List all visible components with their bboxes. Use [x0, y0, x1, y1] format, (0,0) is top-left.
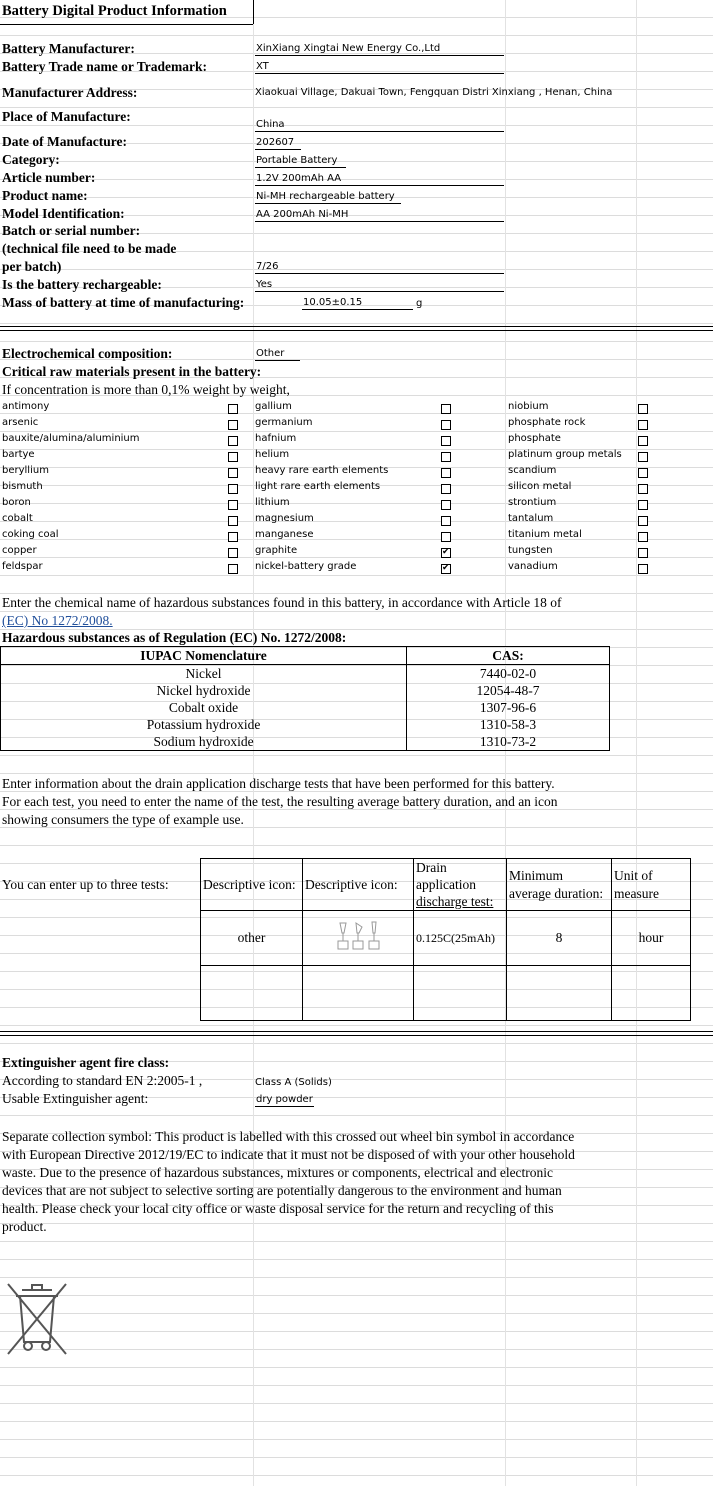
material-label: scandium [508, 465, 557, 476]
manufacturer-label: Battery Manufacturer: [2, 41, 135, 56]
checkbox-icon[interactable] [441, 420, 451, 430]
material-label: germanium [255, 417, 313, 428]
checkbox-icon[interactable] [228, 436, 238, 446]
regulation-link[interactable]: (EC) No 1272/2008. [2, 613, 113, 628]
checkbox-icon[interactable] [638, 500, 648, 510]
checkbox-icon[interactable] [441, 500, 451, 510]
hazardous-heading: Hazardous substances as of Regulation (EC) No. 1272/2008: [2, 630, 347, 645]
checkbox-icon[interactable] [441, 436, 451, 446]
checkbox-icon[interactable] [441, 452, 451, 462]
checkbox-icon[interactable] [228, 484, 238, 494]
checkbox-icon[interactable] [441, 548, 451, 558]
checkbox-icon[interactable] [441, 404, 451, 414]
material-label: lithium [255, 497, 290, 508]
checkbox-icon[interactable] [441, 468, 451, 478]
drain-test-table [200, 858, 691, 1021]
checkbox-icon[interactable] [638, 436, 648, 446]
material-label: magnesium [255, 513, 314, 524]
section-divider [0, 1035, 713, 1036]
mass-value: 10.05±0.15 [302, 297, 413, 310]
empty-cell [201, 966, 303, 1021]
empty-cell [612, 966, 691, 1021]
material-label: copper [2, 545, 37, 556]
title-divider [0, 24, 253, 25]
table-row [1, 665, 610, 683]
test-drain-value: 0.125C(25mAh) [414, 911, 507, 966]
material-label: heavy rare earth elements [255, 465, 389, 476]
device-illustration-icon [328, 919, 388, 953]
drain-header-line: Drain [416, 860, 447, 875]
checkbox-icon[interactable] [228, 404, 238, 414]
address-label: Manufacturer Address: [2, 85, 138, 100]
material-label: cobalt [2, 513, 33, 524]
cas-cell: 1310-58-3 [407, 716, 610, 733]
section-divider [0, 326, 713, 327]
checkbox-icon[interactable] [638, 468, 648, 478]
material-label: bauxite/alumina/aluminium [2, 433, 140, 444]
checkbox-icon[interactable] [228, 564, 238, 574]
unit-header-line: Unit of [614, 867, 653, 883]
table-header-row [1, 647, 610, 665]
collection-line: health. Please check your local city office or waste disposal service for the return and recycling of this [2, 1201, 554, 1216]
product-value: Ni-MH rechargeable battery [255, 191, 401, 204]
model-value: AA 200mAh Ni-MH [255, 209, 504, 222]
composition-value: Other [255, 348, 300, 361]
material-label: boron [2, 497, 31, 508]
iupac-cell: Nickel hydroxide [1, 682, 407, 699]
material-label: gallium [255, 401, 292, 412]
checkbox-icon[interactable] [441, 516, 451, 526]
agent-label: Usable Extinguisher agent: [2, 1091, 149, 1106]
test-min-value: 8 [507, 911, 612, 966]
model-label: Model Identification: [2, 206, 125, 221]
cas-cell: 1307-96-6 [407, 699, 610, 716]
drain-header-line: application [416, 877, 476, 892]
concentration-note: If concentration is more than 0,1% weight by weight, [2, 382, 290, 397]
test-unit-value: hour [612, 911, 691, 966]
empty-cell [414, 966, 507, 1021]
collection-line: waste. Due to the presence of hazardous substances, mixtures or components, electrical and electronic [2, 1165, 554, 1180]
crossed-out-wheelie-bin-icon [2, 1280, 72, 1358]
table-row [1, 733, 610, 751]
article-label: Article number: [2, 170, 96, 185]
material-label: phosphate [508, 433, 561, 444]
iupac-cell: Nickel [1, 665, 407, 683]
table-row [201, 966, 691, 1021]
checkbox-icon[interactable] [228, 468, 238, 478]
checkbox-icon[interactable] [638, 516, 648, 526]
table-row [1, 716, 610, 733]
checkbox-icon[interactable] [441, 532, 451, 542]
material-label: nickel-battery grade [255, 561, 357, 572]
material-label: feldspar [2, 561, 43, 572]
place-value: China [255, 119, 504, 132]
cas-cell: 7440-02-0 [407, 665, 610, 683]
material-label: titanium metal [508, 529, 582, 540]
article-value: 1.2V 200mAh AA [255, 173, 504, 186]
min-duration-header [507, 859, 612, 911]
collection-line: product. [2, 1219, 47, 1234]
material-label: hafnium [255, 433, 297, 444]
material-label: tungsten [508, 545, 553, 556]
date-value: 202607 [255, 137, 301, 150]
material-label: arsenic [2, 417, 39, 428]
checkbox-icon[interactable] [228, 548, 238, 558]
iupac-cell: Sodium hydroxide [1, 733, 407, 751]
checkbox-icon[interactable] [441, 564, 451, 574]
page-title: Battery Digital Product Information [2, 3, 227, 19]
hazardous-table [0, 646, 610, 751]
rechargeable-value: Yes [255, 279, 504, 292]
table-row [1, 699, 610, 716]
material-label: antimony [2, 401, 50, 412]
product-label: Product name: [2, 188, 88, 203]
iupac-cell: Potassium hydroxide [1, 716, 407, 733]
section-divider [0, 330, 713, 331]
date-label: Date of Manufacture: [2, 134, 127, 149]
test-icon-text: other [201, 911, 303, 966]
fire-class-label: Extinguisher agent fire class: [2, 1055, 170, 1070]
checkbox-icon[interactable] [638, 564, 648, 574]
iupac-cell: Cobalt oxide [1, 699, 407, 716]
material-label: niobium [508, 401, 549, 412]
min-header-line: Minimum [509, 867, 564, 883]
drain-header-row [201, 859, 691, 911]
material-label: silicon metal [508, 481, 572, 492]
iupac-header: IUPAC Nomenclature [1, 647, 407, 665]
test-icon-cell [303, 911, 414, 966]
checkbox-icon[interactable] [228, 452, 238, 462]
hazardous-intro: Enter the chemical name of hazardous substances found in this battery, in accordance with Article 18 of [2, 595, 562, 610]
material-label: beryllium [2, 465, 49, 476]
agent-value: dry powder [256, 1094, 313, 1105]
drain-intro-3: showing consumers the type of example use. [2, 812, 244, 827]
cas-cell: 12054-48-7 [407, 682, 610, 699]
checkbox-icon[interactable] [638, 452, 648, 462]
checkbox-icon[interactable] [441, 484, 451, 494]
cas-header: CAS: [407, 647, 610, 665]
category-label: Category: [2, 152, 60, 167]
empty-cell [303, 966, 414, 1021]
collection-line: with European Directive 2012/19/EC to indicate that it must not be disposed of with your other household [2, 1147, 575, 1162]
material-label: helium [255, 449, 290, 460]
rechargeable-label: Is the battery rechargeable: [2, 277, 162, 292]
batch-value: 7/26 [255, 261, 504, 274]
material-label: bartye [2, 449, 35, 460]
section-divider [0, 1031, 713, 1032]
batch-label-1: Batch or serial number: [2, 223, 141, 238]
checkbox-icon[interactable] [638, 484, 648, 494]
drain-header-line: discharge test: [416, 894, 494, 909]
manufacturer-value: XinXiang Xingtai New Energy Co.,Ltd [255, 43, 504, 56]
batch-label-3: per batch) [2, 259, 62, 274]
cas-cell: 1310-73-2 [407, 733, 610, 751]
checkbox-icon[interactable] [638, 420, 648, 430]
material-label: strontium [508, 497, 557, 508]
crm-label: Critical raw materials present in the battery: [2, 364, 262, 379]
min-header-line: average duration: [509, 885, 604, 901]
drain-intro-2: For each test, you need to enter the name of the test, the resulting average battery duration, and an icon [2, 794, 558, 809]
trade-value: XT [255, 61, 504, 74]
checkbox-icon[interactable] [228, 516, 238, 526]
collection-line: Separate collection symbol: This product is labelled with this crossed out wheel bin symbol in accordance [2, 1129, 575, 1144]
trade-label: Battery Trade name or Trademark: [2, 59, 207, 74]
table-row [1, 682, 610, 699]
icon-header-1: Descriptive icon: [201, 859, 303, 911]
material-label: platinum group metals [508, 449, 622, 460]
mass-unit: g [416, 298, 423, 309]
standard-label: According to standard EN 2:2005-1 , [2, 1073, 203, 1088]
standard-value: Class A (Solids) [255, 1077, 332, 1088]
checkbox-icon[interactable] [638, 532, 648, 542]
material-label: phosphate rock [508, 417, 586, 428]
material-label: vanadium [508, 561, 558, 572]
material-label: tantalum [508, 513, 554, 524]
material-label: bismuth [2, 481, 43, 492]
tests-label: You can enter up to three tests: [2, 877, 169, 892]
composition-label: Electrochemical composition: [2, 346, 173, 361]
material-label: manganese [255, 529, 314, 540]
collection-line: devices that are not subject to selective sorting are potentially dangerous to the environment and human [2, 1183, 562, 1198]
material-label: coking coal [2, 529, 59, 540]
title-cell-border [253, 0, 254, 24]
material-label: light rare earth elements [255, 481, 381, 492]
empty-cell [507, 966, 612, 1021]
batch-label-2: (technical file need to be made [2, 241, 177, 256]
place-label: Place of Manufacture: [2, 109, 131, 124]
drain-header [414, 859, 507, 911]
unit-header-line: measure [614, 885, 659, 901]
checkbox-icon[interactable] [638, 404, 648, 414]
category-value: Portable Battery [255, 155, 346, 168]
drain-intro-1: Enter information about the drain application discharge tests that have been performed for this battery. [2, 776, 555, 791]
mass-label: Mass of battery at time of manufacturing: [2, 295, 245, 310]
checkbox-icon[interactable] [638, 548, 648, 558]
unit-header [612, 859, 691, 911]
address-value: Xiaokuai Village, Dakuai Town, Fengquan Distri Xinxiang , Henan, China [255, 87, 613, 98]
checkbox-icon[interactable] [228, 532, 238, 542]
checkbox-icon[interactable] [228, 500, 238, 510]
material-label: graphite [255, 545, 298, 556]
icon-header-2: Descriptive icon: [303, 859, 414, 911]
table-row [201, 911, 691, 966]
checkbox-icon[interactable] [228, 420, 238, 430]
